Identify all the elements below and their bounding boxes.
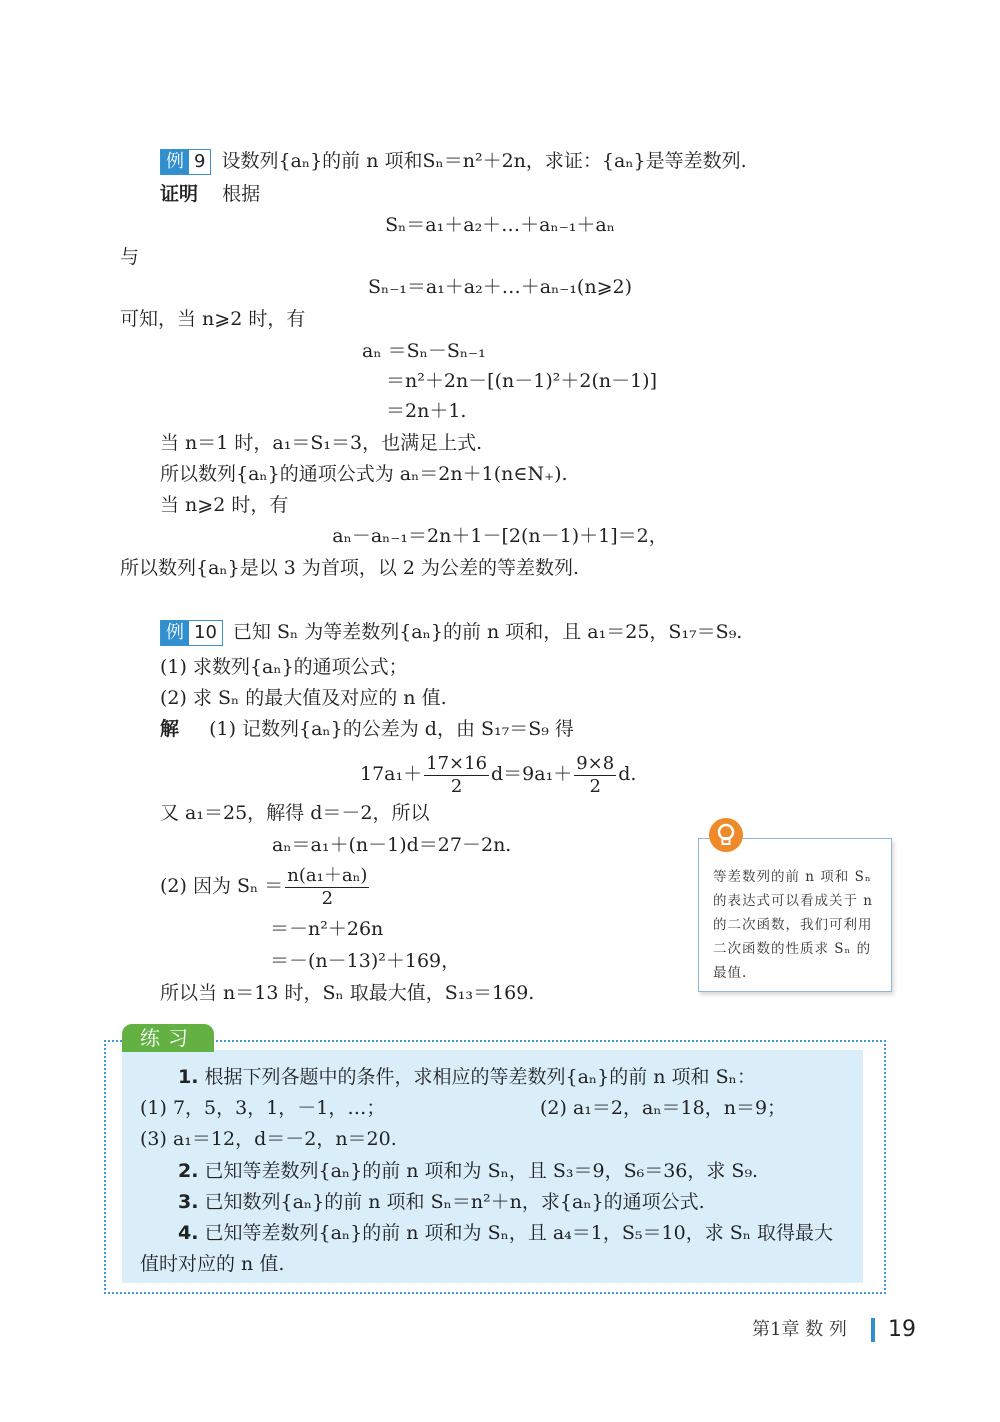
fraction-9x8	[574, 753, 616, 798]
derivation-line-2: ＝n²＋2n－[(n－1)²＋2(n－1)]	[386, 370, 658, 392]
equation-sn-1: Sₙ₋₁＝a₁＋a₂＋…＋aₙ₋₁(n⩾2)	[367, 276, 633, 298]
question-1: (1) 求数列{aₙ}的通项公式；	[160, 656, 408, 678]
solution-1-text: (1) 记数列{aₙ}的公差为 d，由 S₁₇＝S₉ 得	[209, 718, 574, 740]
exercise-1-a: (1) 7，5，3，1，－1，…；	[140, 1097, 386, 1119]
chapter-label: 第1章 数 列	[752, 1319, 847, 1340]
fraction-equation	[360, 752, 636, 798]
eq-part-a: 17a₁＋	[360, 763, 423, 785]
example-9-problem	[160, 148, 747, 175]
case-n-1: 当 n＝1 时，a₁＝S₁＝3，也满足上式.	[160, 432, 483, 454]
badge-number: 9	[194, 151, 206, 172]
example-10-problem	[160, 619, 742, 646]
proof-intro	[160, 181, 260, 207]
example-9-conclusion: 所以数列{aₙ}是以 3 为首项，以 2 为公差的等差数列.	[120, 557, 580, 579]
badge-keyword: 例	[161, 621, 189, 645]
example-10-badge	[160, 620, 223, 646]
proof-label: 证明	[160, 183, 199, 205]
fraction-denominator: 2	[321, 887, 334, 909]
footer-divider	[871, 1318, 875, 1342]
item-text: 已知数列{aₙ}的前 n 项和 Sₙ＝n²＋n，求{aₙ}的通项公式.	[204, 1191, 705, 1213]
eq-part-c: d.	[618, 763, 637, 785]
fraction-denominator: 2	[450, 775, 463, 797]
lightbulb-icon	[706, 815, 746, 855]
fraction-numerator: 9×8	[576, 752, 615, 774]
exercise-item-2	[178, 1158, 758, 1184]
sn-completed-square: ＝－(n－13)²＋169，	[270, 950, 461, 972]
proof-intro-text: 根据	[222, 183, 261, 205]
derivation-line-3: ＝2n＋1.	[386, 400, 467, 422]
solve-d-line: 又 a₁＝25，解得 d＝－2，所以	[160, 802, 430, 824]
eq-part-b: d＝9a₁＋	[491, 763, 573, 785]
an-formula: aₙ＝a₁＋(n－1)d＝27－2n.	[272, 834, 512, 856]
question-2: (2) 求 Sₙ 的最大值及对应的 n 值.	[160, 687, 447, 709]
exercise-1-b: (2) a₁＝2，aₙ＝18，n＝9；	[540, 1097, 787, 1119]
item-number: 3.	[178, 1191, 199, 1213]
badge-number: 10	[194, 622, 217, 643]
example-10-conclusion: 所以当 n＝13 时，Sₙ 取最大值，S₁₃＝169.	[160, 982, 535, 1004]
solution-2-line	[160, 864, 371, 910]
fraction-sn	[285, 865, 369, 910]
and-word: 与	[120, 246, 140, 268]
problem-text: 设数列{aₙ}的前 n 项和Sₙ＝n²＋2n，求证：{aₙ}是等差数列.	[221, 150, 747, 172]
difference-equation: aₙ－aₙ₋₁＝2n＋1－[2(n－1)＋1]＝2，	[332, 525, 668, 547]
exercise-item-4-cont: 值时对应的 n 值.	[140, 1253, 285, 1275]
solution-2-text: (2) 因为 Sₙ ＝	[160, 875, 284, 897]
exercise-item-1	[178, 1064, 756, 1090]
when-n-ge-2: 当 n⩾2 时，有	[160, 494, 289, 516]
equation-sn: Sₙ＝a₁＋a₂＋…＋aₙ₋₁＋aₙ	[385, 214, 615, 236]
exercise-item-3	[178, 1189, 705, 1215]
fraction-denominator: 2	[589, 775, 601, 797]
page-number: 19	[888, 1317, 916, 1342]
solution-label: 解	[160, 718, 180, 740]
derivation-line-1: aₙ ＝Sₙ－Sₙ₋₁	[362, 340, 486, 362]
fraction-numerator: n(a₁＋aₙ)	[287, 864, 368, 886]
exercise-1-c: (3) a₁＝12，d＝－2，n＝20.	[140, 1128, 397, 1150]
general-formula: 所以数列{aₙ}的通项公式为 aₙ＝2n＋1(n∈N₊).	[160, 463, 568, 485]
problem-text: 已知 Sₙ 为等差数列{aₙ}的前 n 项和，且 a₁＝25，S₁₇＝S₉.	[232, 621, 743, 643]
sn-expansion: ＝－n²＋26n	[270, 918, 384, 940]
solution-1-intro	[160, 716, 574, 742]
item-number: 2.	[178, 1160, 199, 1182]
item-number: 4.	[178, 1222, 199, 1244]
fraction-17x16	[424, 753, 489, 798]
exercise-title-tab: 练习	[122, 1024, 214, 1052]
item-text: 根据下列各题中的条件，求相应的等差数列{aₙ}的前 n 项和 Sₙ：	[204, 1066, 756, 1088]
badge-keyword: 例	[161, 150, 189, 174]
item-number: 1.	[178, 1066, 199, 1088]
fraction-numerator: 17×16	[426, 752, 488, 774]
item-text: 已知等差数列{aₙ}的前 n 项和为 Sₙ，且 a₄＝1，S₅＝10，求 Sₙ 取得最大	[204, 1222, 834, 1244]
example-9-badge	[160, 149, 211, 175]
item-text: 已知等差数列{aₙ}的前 n 项和为 Sₙ，且 S₃＝9，S₆＝36，求 S₉.	[204, 1160, 759, 1182]
tip-box	[698, 838, 892, 992]
known-line: 可知，当 n⩾2 时，有	[120, 308, 306, 330]
tip-text: 等差数列的前 n 项和 Sₙ 的表达式可以看成关于 n 的二次函数，我们可利用二次函数的性质求 Sₙ 的最值.	[713, 869, 873, 981]
exercise-item-4	[178, 1220, 833, 1246]
